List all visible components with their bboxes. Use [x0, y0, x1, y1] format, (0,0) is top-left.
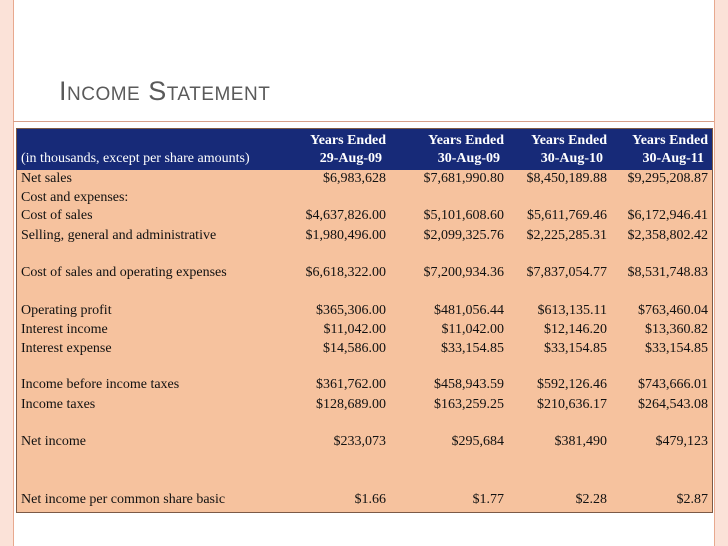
table-row — [17, 169, 712, 189]
row-value: $613,135.11 — [537, 303, 607, 318]
slide-title: Income Statement — [59, 76, 271, 106]
row-label: Selling, general and administrative — [21, 228, 217, 243]
row-label: Interest expense — [21, 341, 112, 356]
row-value: $2,099,325.76 — [423, 228, 504, 243]
row-value: $1,980,496.00 — [305, 228, 386, 243]
row-value: $14,586.00 — [323, 341, 386, 356]
header-col-2-line1: Years Ended — [428, 133, 504, 148]
table-row — [17, 301, 712, 321]
row-label: Operating profit — [21, 303, 112, 318]
row-value: $33,154.85 — [544, 341, 607, 356]
table-row — [17, 339, 712, 359]
row-value: $6,172,946.41 — [627, 208, 708, 223]
row-value: $163,259.25 — [434, 397, 504, 412]
right-border-decoration — [714, 0, 728, 546]
row-value: $361,762.00 — [316, 377, 386, 392]
row-label: Net sales — [21, 171, 72, 186]
row-value: $2.28 — [575, 492, 607, 507]
row-value: $1.77 — [472, 492, 504, 507]
row-value: $2,358,802.42 — [627, 228, 708, 243]
row-value: $33,154.85 — [645, 341, 708, 356]
row-value: $6,983,628 — [323, 171, 386, 186]
row-value: $2.87 — [676, 492, 708, 507]
row-label: Net income — [21, 434, 86, 449]
row-value: $4,637,826.00 — [305, 208, 386, 223]
row-value: $8,531,748.83 — [627, 265, 708, 280]
table-row — [17, 263, 712, 283]
header-col-4-line1: Years Ended — [632, 133, 708, 148]
row-value: $295,684 — [451, 434, 504, 449]
row-value: $13,360.82 — [645, 322, 708, 337]
row-value: $210,636.17 — [537, 397, 607, 412]
row-label: Cost and expenses: — [21, 190, 129, 205]
row-value: $128,689.00 — [316, 397, 386, 412]
header-col-1-line2: 29-Aug-09 — [319, 151, 382, 166]
row-label: Income before income taxes — [21, 377, 180, 392]
row-value: $763,460.04 — [638, 303, 708, 318]
row-value: $233,073 — [333, 434, 386, 449]
header-col-3-line2: 30-Aug-10 — [540, 151, 603, 166]
row-value: $12,146.20 — [544, 322, 607, 337]
row-value: $7,200,934.36 — [423, 265, 504, 280]
table-header — [17, 129, 712, 170]
header-col-2-line2: 30-Aug-09 — [437, 151, 500, 166]
row-value: $264,543.08 — [638, 397, 708, 412]
table-row — [17, 188, 712, 208]
row-label: Cost of sales and operating expenses — [21, 265, 227, 280]
income-statement-table — [16, 128, 713, 513]
row-value: $2,225,285.31 — [526, 228, 607, 243]
header-col-4-line2: 30-Aug-11 — [642, 151, 704, 166]
table-row — [17, 375, 712, 395]
row-value: $592,126.46 — [537, 377, 607, 392]
header-col-1-line1: Years Ended — [310, 133, 386, 148]
row-value: $7,681,990.80 — [423, 171, 504, 186]
header-col-3-line1: Years Ended — [531, 133, 607, 148]
row-value: $365,306.00 — [316, 303, 386, 318]
row-label: Interest income — [21, 322, 108, 337]
row-value: $743,666.01 — [638, 377, 708, 392]
row-value: $11,042.00 — [441, 322, 504, 337]
row-value: $33,154.85 — [441, 341, 504, 356]
title-area — [13, 0, 714, 122]
row-value: $458,943.59 — [434, 377, 504, 392]
table-row — [17, 206, 712, 226]
table-row — [17, 320, 712, 340]
header-units-label: (in thousands, except per share amounts) — [21, 151, 250, 166]
table-row — [17, 432, 712, 452]
row-value: $9,295,208.87 — [627, 171, 708, 186]
row-label: Net income per common share basic — [21, 492, 226, 507]
row-value: $479,123 — [655, 434, 708, 449]
row-value: $1.66 — [354, 492, 386, 507]
row-label: Cost of sales — [21, 208, 93, 223]
table-row — [17, 226, 712, 246]
row-value: $6,618,322.00 — [305, 265, 386, 280]
row-label: Income taxes — [21, 397, 96, 412]
row-value: $11,042.00 — [323, 322, 386, 337]
row-value: $5,101,608.60 — [423, 208, 504, 223]
row-value: $381,490 — [554, 434, 607, 449]
left-border-decoration — [0, 0, 14, 546]
table-row — [17, 395, 712, 415]
table-row — [17, 490, 712, 510]
row-value: $7,837,054.77 — [526, 265, 607, 280]
row-value: $8,450,189.88 — [526, 171, 607, 186]
row-value: $5,611,769.46 — [527, 208, 607, 223]
row-value: $481,056.44 — [434, 303, 504, 318]
